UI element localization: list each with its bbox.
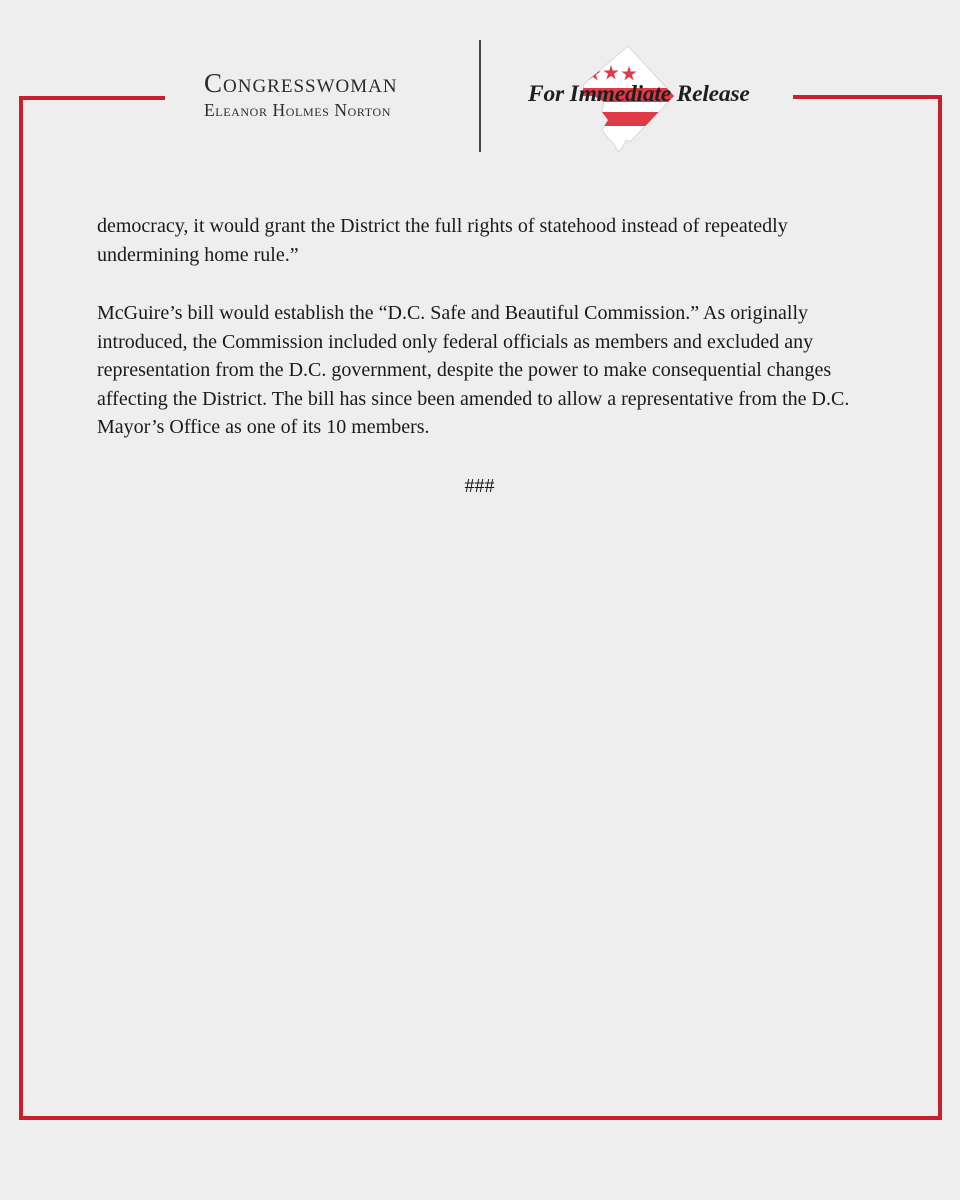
release-label: For Immediate Release [528, 81, 750, 107]
frame-right-line [938, 95, 942, 1119]
office-title: Congresswoman [204, 68, 398, 98]
frame-top-right-line [793, 95, 942, 99]
frame-bottom-line [19, 1116, 942, 1120]
body-paragraph-1: democracy, it would grant the District the full rights of statehood instead of repeatedly undermining home rule.” [97, 215, 788, 266]
header-divider [479, 40, 481, 152]
frame-left-line [19, 96, 23, 1120]
office-name [204, 70, 444, 120]
press-release-body [97, 212, 872, 500]
body-paragraph-2: McGuire’s bill would establish the “D.C. Safe and Beautiful Commission.” As originally introduced, the Commission included only federal officials as members and excluded any representation from the D.C. government, despite the power to make consequential changes affecting the District. The bill has since been amended to allow a representative from the D.C. Mayor’s Office as one of its 10 members. [97, 302, 850, 438]
end-mark: ### [464, 474, 495, 497]
office-person: Eleanor Holmes Norton [204, 100, 392, 120]
frame-top-left-line [19, 96, 165, 100]
